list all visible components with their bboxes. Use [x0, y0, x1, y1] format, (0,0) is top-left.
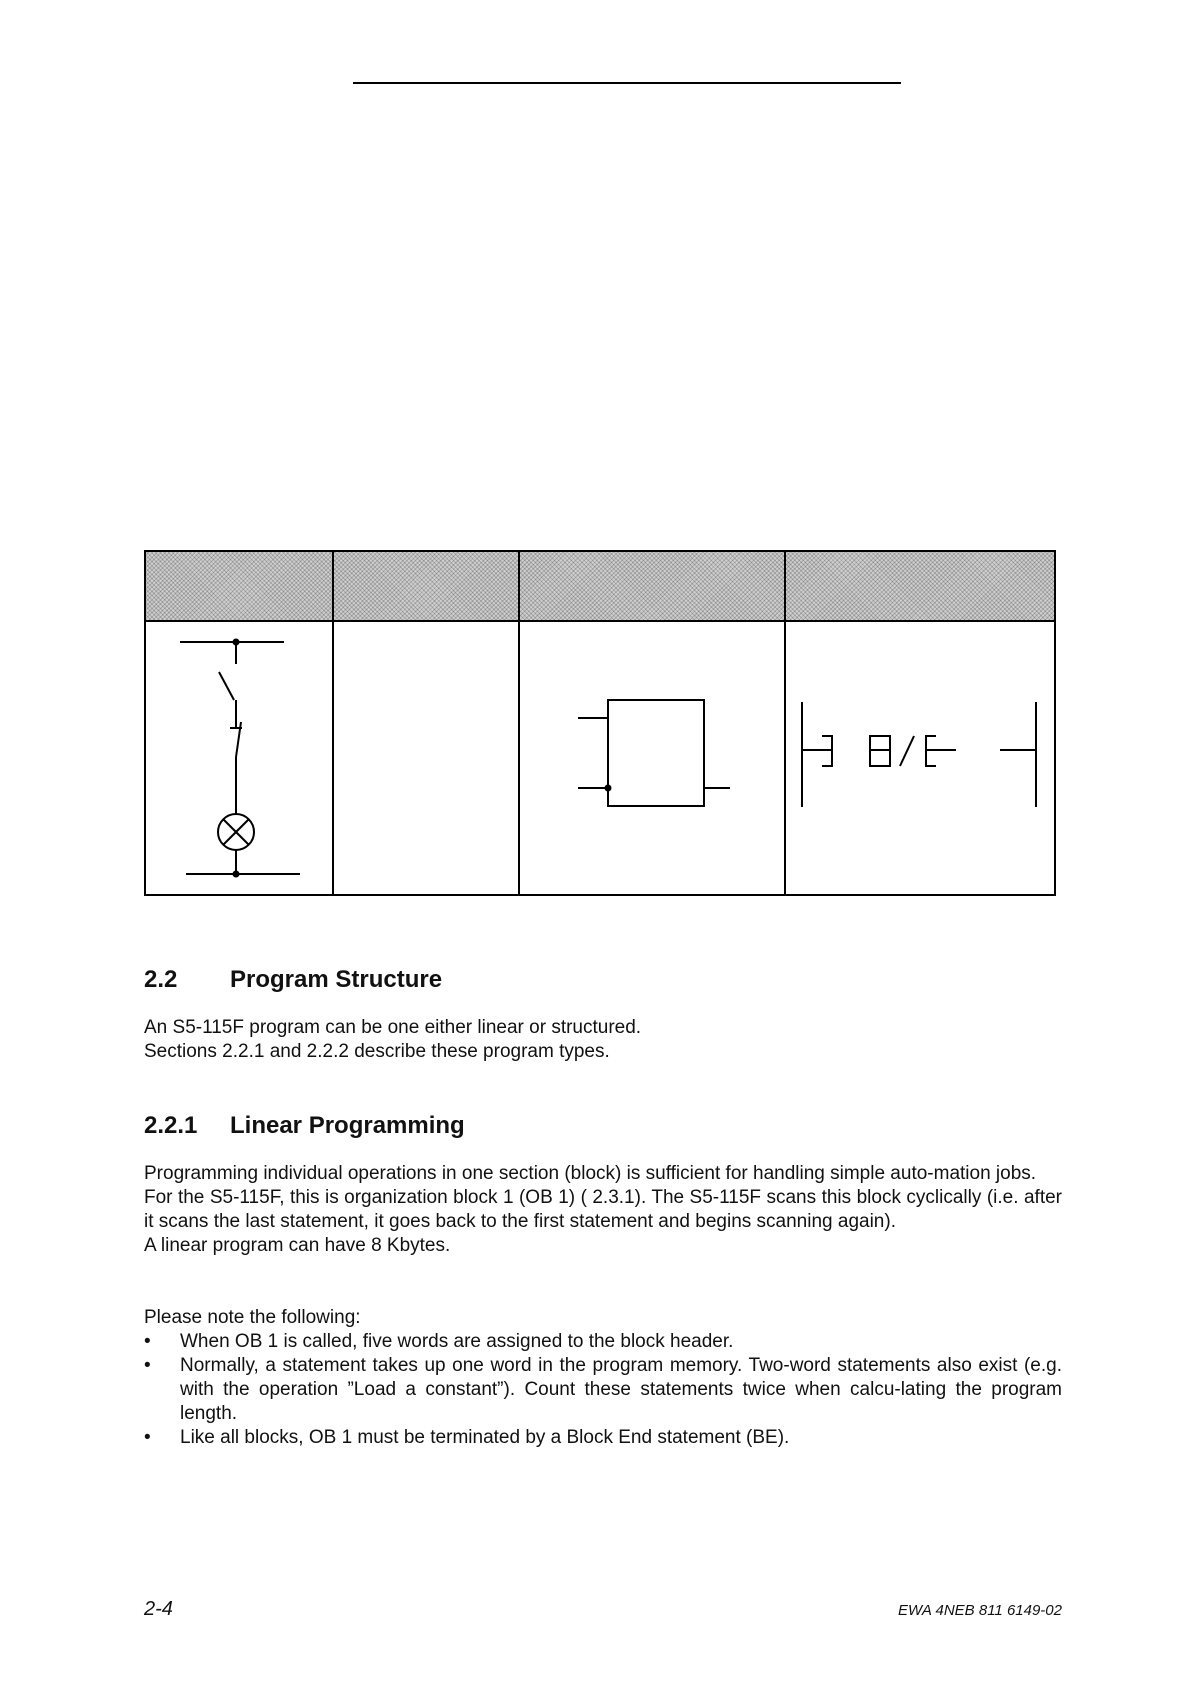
- subsection-heading: [144, 1112, 744, 1142]
- subsection-number: 2.2.1: [144, 1112, 198, 1139]
- note-list: [144, 1330, 1062, 1450]
- bullet-icon: •: [144, 1427, 151, 1448]
- intro-line-2: Sections 2.2.1 and 2.2.2 describe these program types.: [144, 1041, 610, 1062]
- list-item: [144, 1426, 1062, 1450]
- bullet-icon: •: [144, 1355, 151, 1376]
- paragraph-3: A linear program can have 8 Kbytes.: [144, 1235, 451, 1256]
- subsection-title: Linear Programming: [230, 1112, 465, 1139]
- section-number: 2.2: [144, 966, 178, 993]
- subsection-body: [144, 1162, 1062, 1258]
- paragraph-1: Programming individual operations in one section (block) is sufficient for handling simple auto-mation jobs.: [144, 1163, 1037, 1184]
- page-number: 2-4: [144, 1598, 173, 1620]
- note-intro: Please note the following:: [144, 1307, 361, 1328]
- section-heading: [144, 966, 744, 996]
- list-item-text: Like all blocks, OB 1 must be terminated by a Block End statement (BE).: [180, 1427, 790, 1448]
- circuit-diagram: [146, 552, 332, 894]
- document-id: EWA 4NEB 811 6149-02: [898, 1602, 1062, 1619]
- header-cell-blank: [334, 552, 518, 620]
- list-item: [144, 1354, 1062, 1426]
- figure-table: [144, 550, 1056, 896]
- column-divider-1: [332, 552, 334, 894]
- bullet-icon: •: [144, 1331, 151, 1352]
- list-item-text: Normally, a statement takes up one word in the program memory. Two-word statements also exist (e.g. with the operation ”Load a constant”). Count these statements twice when calcu-lating the program length.: [180, 1355, 1062, 1424]
- list-item: [144, 1330, 1062, 1354]
- junction-dot-bottom: [233, 871, 240, 878]
- section-intro: [144, 1016, 1062, 1064]
- top-rule: [353, 82, 901, 84]
- intro-line-1: An S5-115F program can be one either linear or structured.: [144, 1017, 642, 1038]
- input-junction-dot: [605, 785, 612, 792]
- junction-dot-top: [233, 639, 240, 646]
- function-block-diagram: [520, 552, 784, 894]
- list-item-text: When OB 1 is called, five words are assigned to the block header.: [180, 1331, 734, 1352]
- section-title: Program Structure: [230, 966, 443, 993]
- ladder-diagram: [786, 552, 1054, 894]
- paragraph-2: For the S5-115F, this is organization block 1 (OB 1) ( 2.3.1). The S5-115F scans this block cyclically (i.e. after it scans the last statement, it goes back to the first statement and begins scanning again).: [144, 1187, 1062, 1232]
